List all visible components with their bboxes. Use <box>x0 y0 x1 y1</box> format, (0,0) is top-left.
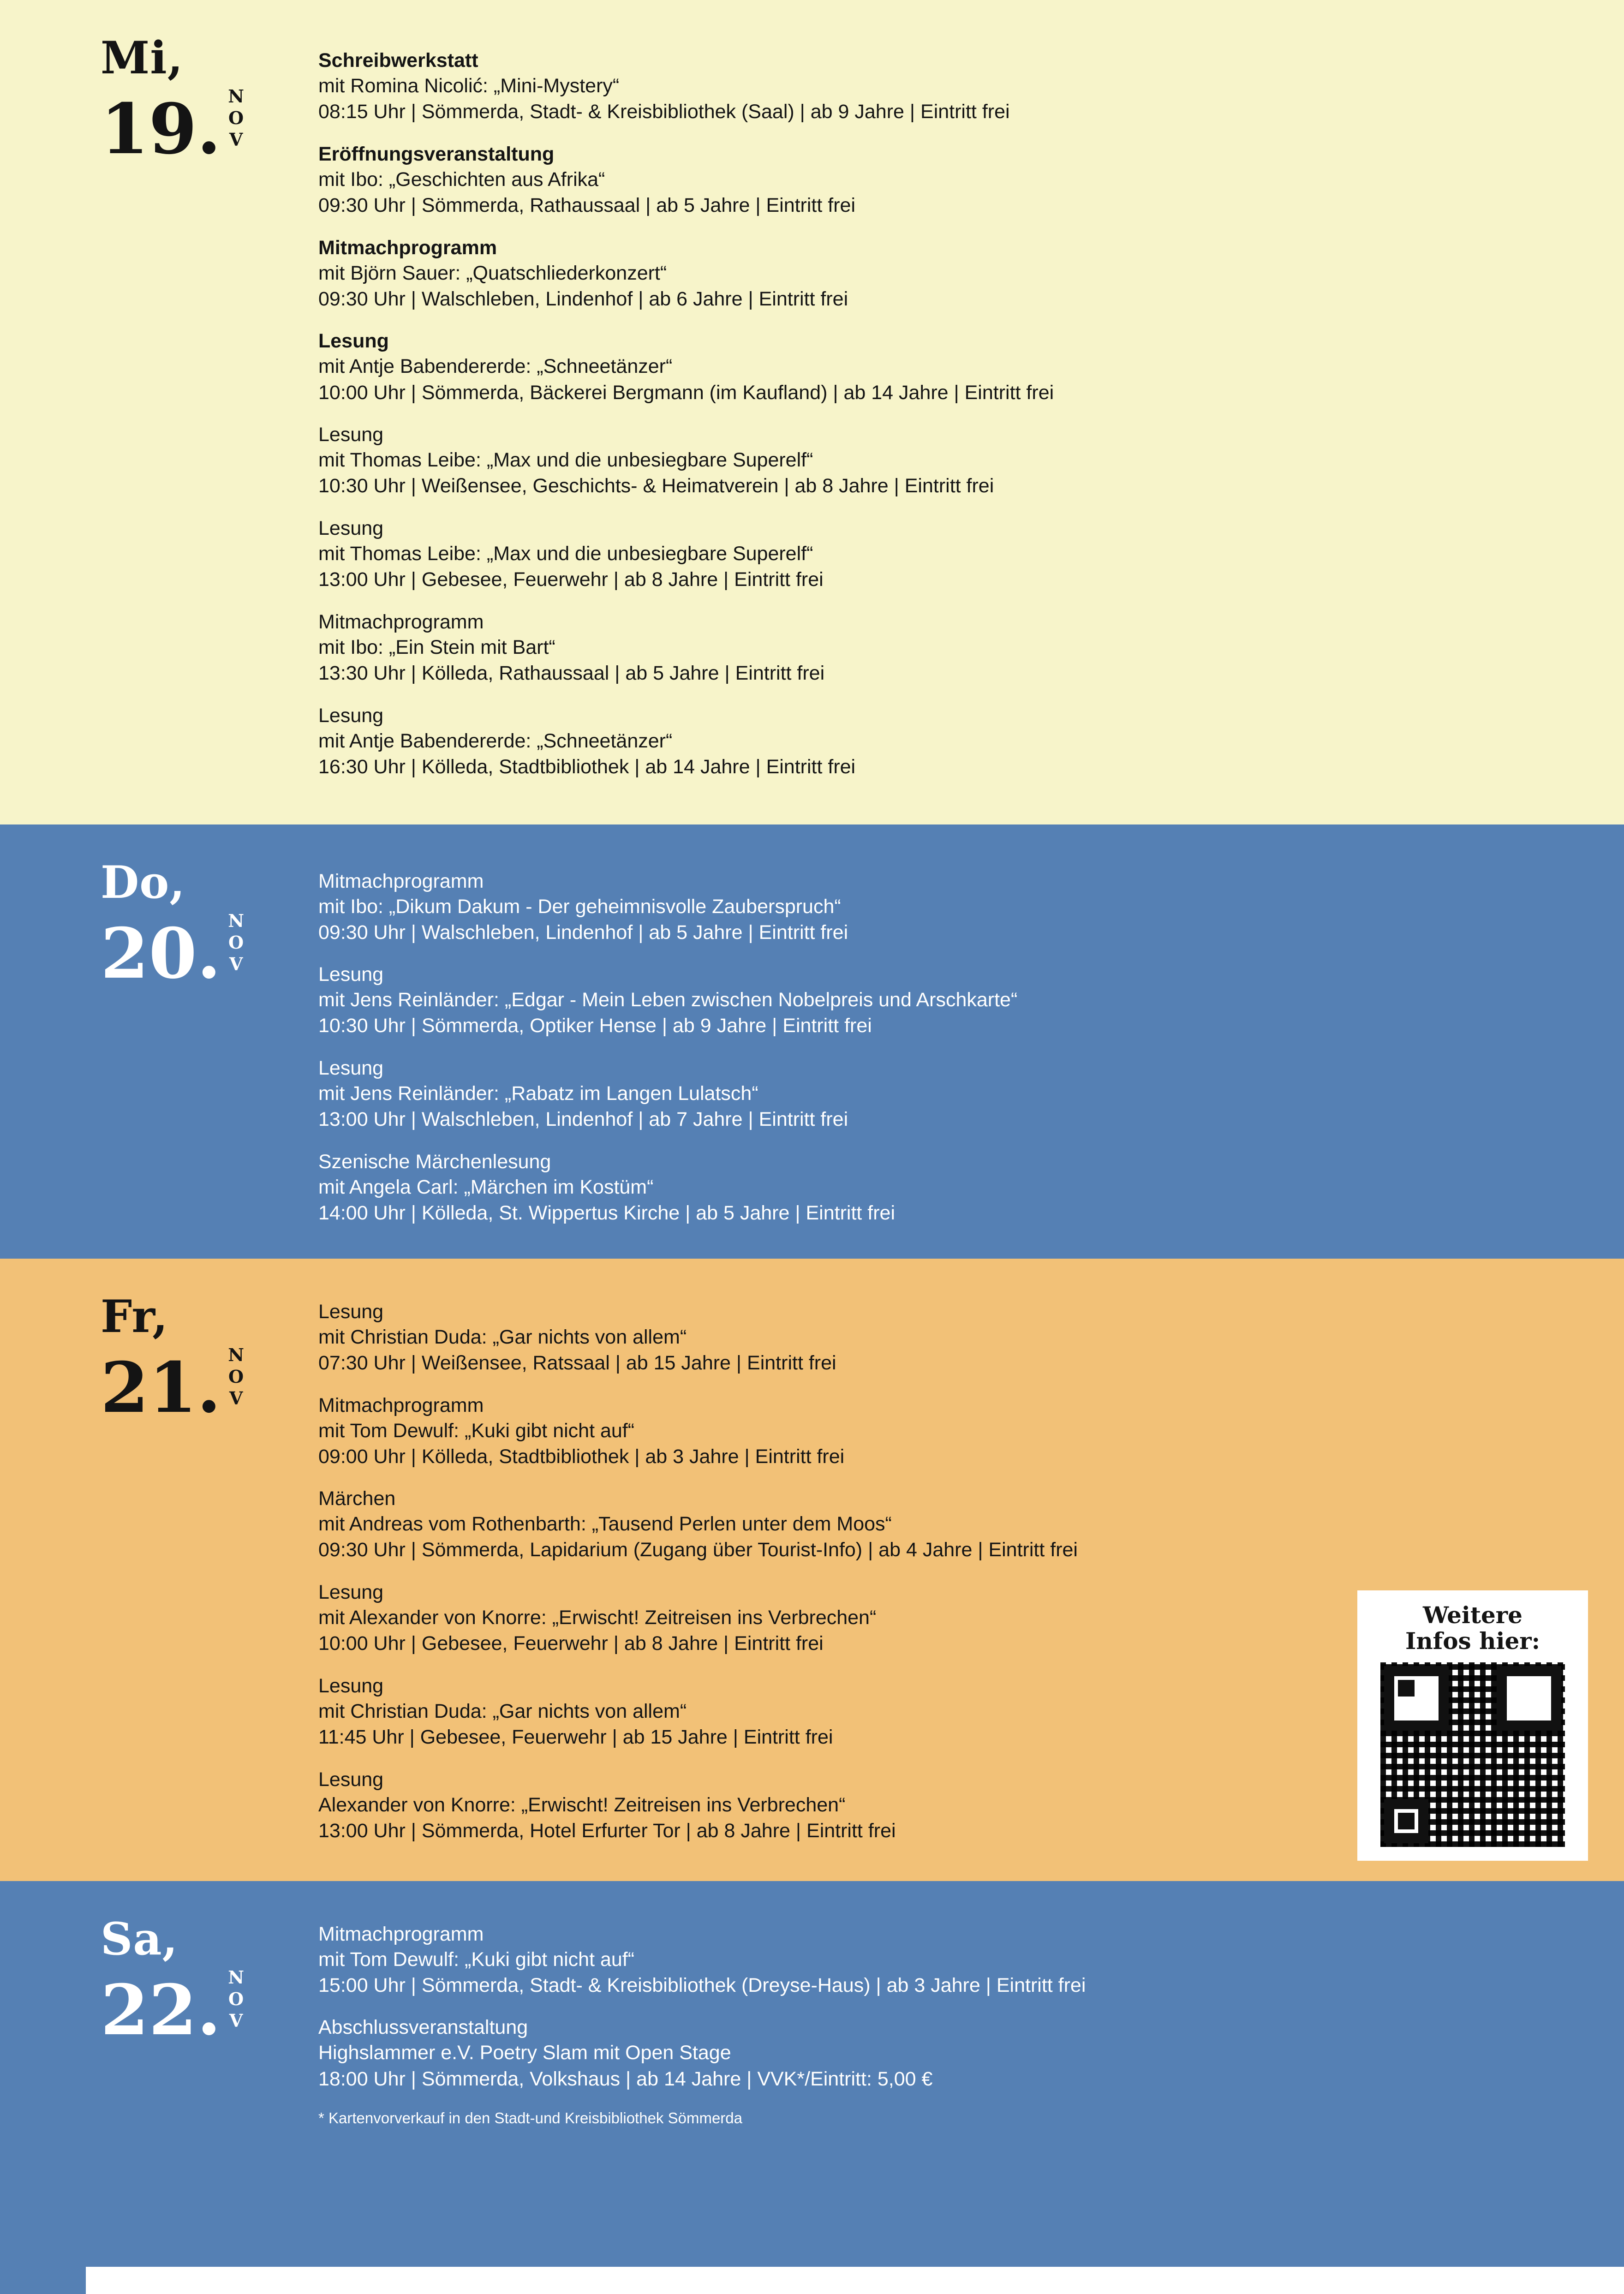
event-with: mit Antje Babendererde: „Schneetänzer“ <box>318 355 673 378</box>
event-meta: 13:30 Uhr | Kölleda, Rathaussaal | ab 5 Jahre | Eintritt frei <box>318 662 825 684</box>
footnote: * Kartenvorverkauf in den Stadt-und Kreisbibliothek Sömmerda <box>318 2109 742 2127</box>
bottom-fill-bar <box>0 2184 1624 2267</box>
event-meta: 08:15 Uhr | Sömmerda, Stadt- & Kreisbibliothek (Saal) | ab 9 Jahre | Eintritt frei <box>318 101 1010 123</box>
event-type: Lesung <box>318 1675 384 1697</box>
month-label: NOV <box>226 1966 247 2032</box>
event-type: Lesung <box>318 424 384 446</box>
event-meta: 09:30 Uhr | Walschleben, Lindenhof | ab 5 Jahre | Eintritt frei <box>318 921 848 944</box>
qr-code-icon[interactable] <box>1380 1662 1565 1847</box>
events-column <box>304 1881 1624 2184</box>
event-type: Abschlussveranstaltung <box>318 2016 528 2039</box>
event-item <box>318 2015 1569 2092</box>
event-with: mit Thomas Leibe: „Max und die unbesiegbare Superelf“ <box>318 449 813 472</box>
event-meta: 11:45 Uhr | Gebesee, Feuerwehr | ab 15 Jahre | Eintritt frei <box>318 1726 833 1749</box>
event-with: mit Ibo: „Ein Stein mit Bart“ <box>318 636 555 658</box>
event-item <box>318 609 1569 687</box>
event-type: Lesung <box>318 704 384 727</box>
day-block-mi-19 <box>0 0 1624 824</box>
event-with: mit Tom Dewulf: „Kuki gibt nicht auf“ <box>318 1419 635 1442</box>
event-type: Lesung <box>318 1300 384 1323</box>
event-with: mit Björn Sauer: „Quatschliederkonzert“ <box>318 262 667 284</box>
event-with: mit Ibo: „Geschichten aus Afrika“ <box>318 168 605 191</box>
event-type: Mitmachprogramm <box>318 870 484 892</box>
weekday-label: Fr, <box>101 1290 168 1343</box>
event-meta: 16:30 Uhr | Kölleda, Stadtbibliothek | ab 14 Jahre | Eintritt frei <box>318 755 856 778</box>
event-type: Eröffnungsveranstaltung <box>318 143 555 165</box>
event-type: Lesung <box>318 1057 384 1080</box>
event-item <box>318 962 1569 1039</box>
qr-title-line2: Infos hier: <box>1405 1627 1540 1655</box>
events-column <box>304 824 1624 1259</box>
event-item <box>318 235 1569 312</box>
weekday-label: Mi, <box>101 32 184 84</box>
event-item <box>318 1299 1569 1376</box>
event-type: Lesung <box>318 330 389 352</box>
event-meta: 13:00 Uhr | Sömmerda, Hotel Erfurter Tor | ab 8 Jahre | Eintritt frei <box>318 1819 896 1842</box>
event-item <box>318 1056 1569 1133</box>
event-item <box>318 422 1569 499</box>
event-meta: 15:00 Uhr | Sömmerda, Stadt- & Kreisbibliothek (Dreyse-Haus) | ab 3 Jahre | Eintritt frei <box>318 1974 1086 1996</box>
day-number: 19. <box>101 89 221 170</box>
day-number: 20. <box>101 913 221 994</box>
date-column <box>0 824 304 1259</box>
qr-title-line1: Weitere <box>1423 1601 1522 1629</box>
event-type: Märchen <box>318 1488 396 1510</box>
event-type: Mitmachprogramm <box>318 1394 484 1416</box>
day-block-fr-21 <box>0 1259 1624 1881</box>
day-block-do-20 <box>0 824 1624 1259</box>
event-with: mit Christian Duda: „Gar nichts von allem“ <box>318 1700 687 1723</box>
month-label: NOV <box>226 1344 247 1410</box>
event-meta: 10:30 Uhr | Weißensee, Geschichts- & Heimatverein | ab 8 Jahre | Eintritt frei <box>318 475 994 497</box>
event-type: Mitmachprogramm <box>318 610 484 633</box>
event-with: Highslammer e.V. Poetry Slam mit Open Stage <box>318 2042 731 2064</box>
weekday-label: Do, <box>101 856 185 908</box>
event-with: mit Alexander von Knorre: „Erwischt! Zeitreisen ins Verbrechen“ <box>318 1607 877 1629</box>
event-with: mit Jens Reinländer: „Edgar - Mein Leben zwischen Nobelpreis und Arschkarte“ <box>318 989 1018 1011</box>
event-item <box>318 1486 1569 1563</box>
month-label: NOV <box>226 86 247 151</box>
event-type: Lesung <box>318 1768 384 1791</box>
event-type: Lesung <box>318 1581 384 1604</box>
event-with: mit Andreas vom Rothenbarth: „Tausend Perlen unter dem Moos“ <box>318 1513 892 1535</box>
event-with: mit Romina Nicolić: „Mini-Mystery“ <box>318 75 620 97</box>
event-item <box>318 48 1569 125</box>
event-type: Lesung <box>318 963 384 986</box>
event-with: mit Antje Babendererde: „Schneetänzer“ <box>318 729 673 752</box>
day-block-sa-22 <box>0 1881 1624 2184</box>
event-item <box>318 703 1569 780</box>
event-meta: 18:00 Uhr | Sömmerda, Volkshaus | ab 14 Jahre | VVK*/Eintritt: 5,00 € <box>318 2067 933 2090</box>
day-number: 21. <box>101 1347 221 1428</box>
day-number: 22. <box>101 1969 221 2051</box>
event-meta: 10:00 Uhr | Sömmerda, Bäckerei Bergmann (im Kaufland) | ab 14 Jahre | Eintritt frei <box>318 381 1054 404</box>
event-item <box>318 516 1569 593</box>
event-with: mit Jens Reinländer: „Rabatz im Langen Lulatsch“ <box>318 1082 758 1105</box>
event-meta: 14:00 Uhr | Kölleda, St. Wippertus Kirche | ab 5 Jahre | Eintritt frei <box>318 1202 896 1224</box>
event-type: Mitmachprogramm <box>318 1923 484 1945</box>
date-column <box>0 0 304 824</box>
event-with: mit Thomas Leibe: „Max und die unbesiegbare Superelf“ <box>318 543 813 565</box>
event-type: Schreibwerkstatt <box>318 49 478 72</box>
qr-info-box[interactable] <box>1357 1590 1588 1861</box>
event-meta: 09:00 Uhr | Kölleda, Stadtbibliothek | ab 3 Jahre | Eintritt frei <box>318 1445 845 1468</box>
event-type: Lesung <box>318 517 384 540</box>
event-meta: 09:30 Uhr | Walschleben, Lindenhof | ab 6 Jahre | Eintritt frei <box>318 287 848 310</box>
event-item <box>318 1922 1569 1999</box>
event-item <box>318 869 1569 946</box>
event-item <box>318 329 1569 406</box>
event-item <box>318 142 1569 219</box>
event-with: mit Angela Carl: „Märchen im Kostüm“ <box>318 1176 654 1198</box>
event-meta: 10:30 Uhr | Sömmerda, Optiker Hense | ab 9 Jahre | Eintritt frei <box>318 1015 872 1037</box>
event-meta: 13:00 Uhr | Gebesee, Feuerwehr | ab 8 Jahre | Eintritt frei <box>318 568 824 591</box>
date-column <box>0 1881 304 2184</box>
event-meta: 13:00 Uhr | Walschleben, Lindenhof | ab 7 Jahre | Eintritt frei <box>318 1108 848 1131</box>
event-with: mit Tom Dewulf: „Kuki gibt nicht auf“ <box>318 1948 635 1971</box>
event-meta: 09:30 Uhr | Sömmerda, Rathaussaal | ab 5 Jahre | Eintritt frei <box>318 194 856 216</box>
event-with: Alexander von Knorre: „Erwischt! Zeitreisen ins Verbrechen“ <box>318 1793 846 1816</box>
event-with: mit Christian Duda: „Gar nichts von allem“ <box>318 1326 687 1348</box>
weekday-label: Sa, <box>101 1912 178 1965</box>
event-with: mit Ibo: „Dikum Dakum - Der geheimnisvolle Zauberspruch“ <box>318 895 841 918</box>
month-label: NOV <box>226 910 247 975</box>
event-meta: 07:30 Uhr | Weißensee, Ratssaal | ab 15 Jahre | Eintritt frei <box>318 1351 836 1374</box>
event-item <box>318 1393 1569 1470</box>
date-column <box>0 1259 304 1881</box>
event-meta: 10:00 Uhr | Gebesee, Feuerwehr | ab 8 Jahre | Eintritt frei <box>318 1632 824 1655</box>
events-column <box>304 0 1624 824</box>
event-item <box>318 1149 1569 1226</box>
event-type: Szenische Märchenlesung <box>318 1150 551 1173</box>
event-type: Mitmachprogramm <box>318 236 497 259</box>
event-meta: 09:30 Uhr | Sömmerda, Lapidarium (Zugang über Tourist-Info) | ab 4 Jahre | Eintritt frei <box>318 1539 1078 1561</box>
